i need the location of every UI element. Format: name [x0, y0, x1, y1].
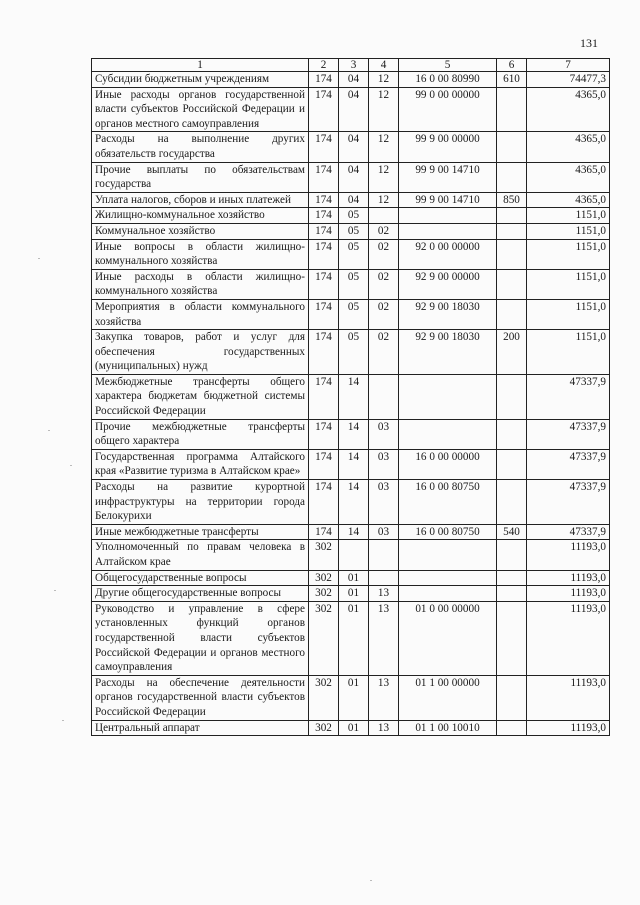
table-row — [92, 299, 610, 329]
table-row — [92, 87, 610, 132]
row-subsection: 03 — [369, 524, 399, 540]
row-name: Коммунальное хозяйство — [92, 223, 309, 239]
table-row — [92, 586, 610, 602]
header-col-5: 5 — [399, 59, 497, 72]
row-admin-code: 174 — [309, 223, 339, 239]
budget-table — [91, 58, 610, 736]
row-admin-code: 174 — [309, 299, 339, 329]
header-col-7: 7 — [527, 59, 610, 72]
row-expense-type — [497, 208, 527, 224]
row-admin-code: 302 — [309, 601, 339, 675]
row-expense-type — [497, 540, 527, 570]
row-amount: 1151,0 — [527, 299, 610, 329]
row-expense-type — [497, 570, 527, 586]
row-admin-code: 302 — [309, 540, 339, 570]
row-subsection — [369, 540, 399, 570]
row-name: Уполномоченный по правам человека в Алтайском крае — [92, 540, 309, 570]
row-target-article: 16 0 00 80990 — [399, 72, 497, 88]
row-section: 04 — [339, 162, 369, 192]
row-subsection: 12 — [369, 72, 399, 88]
row-amount: 11193,0 — [527, 540, 610, 570]
row-admin-code: 302 — [309, 586, 339, 602]
row-section: 04 — [339, 72, 369, 88]
row-target-article: 01 1 00 00000 — [399, 675, 497, 720]
row-section: 04 — [339, 87, 369, 132]
row-amount: 47337,9 — [527, 480, 610, 525]
row-name: Расходы на выполнение других обязательств государства — [92, 132, 309, 162]
row-section: 01 — [339, 675, 369, 720]
row-section — [339, 540, 369, 570]
row-subsection — [369, 208, 399, 224]
row-name: Руководство и управление в сфере установленных функций органов государственной власти субъектов Российской Федерации и органов местного самоуправления — [92, 601, 309, 675]
row-subsection — [369, 570, 399, 586]
row-admin-code: 174 — [309, 449, 339, 479]
row-subsection — [369, 374, 399, 419]
row-target-article: 92 9 00 18030 — [399, 330, 497, 375]
row-section: 05 — [339, 208, 369, 224]
row-expense-type — [497, 675, 527, 720]
row-admin-code: 174 — [309, 192, 339, 208]
row-expense-type — [497, 239, 527, 269]
row-name: Расходы на развитие курортной инфраструктуры на территории города Белокурихи — [92, 480, 309, 525]
row-expense-type — [497, 269, 527, 299]
row-amount: 1151,0 — [527, 239, 610, 269]
row-section: 05 — [339, 223, 369, 239]
row-target-article: 01 1 00 10010 — [399, 720, 497, 736]
row-subsection: 13 — [369, 720, 399, 736]
row-admin-code: 302 — [309, 675, 339, 720]
table-header — [92, 59, 610, 72]
table-row — [92, 675, 610, 720]
row-target-article: 99 9 00 00000 — [399, 132, 497, 162]
row-name: Прочие выплаты по обязательствам государства — [92, 162, 309, 192]
row-expense-type — [497, 449, 527, 479]
row-target-article — [399, 419, 497, 449]
row-subsection: 02 — [369, 239, 399, 269]
table-row — [92, 480, 610, 525]
row-amount: 47337,9 — [527, 419, 610, 449]
row-subsection: 02 — [369, 299, 399, 329]
row-amount: 4365,0 — [527, 132, 610, 162]
row-target-article: 92 0 00 00000 — [399, 239, 497, 269]
row-section: 04 — [339, 132, 369, 162]
header-col-6: 6 — [497, 59, 527, 72]
row-amount: 47337,9 — [527, 449, 610, 479]
header-col-3: 3 — [339, 59, 369, 72]
row-section: 14 — [339, 374, 369, 419]
row-expense-type: 540 — [497, 524, 527, 540]
row-name: Субсидии бюджетным учреждениям — [92, 72, 309, 88]
row-expense-type: 850 — [497, 192, 527, 208]
row-amount: 74477,3 — [527, 72, 610, 88]
row-section: 05 — [339, 299, 369, 329]
row-expense-type — [497, 87, 527, 132]
row-subsection: 02 — [369, 223, 399, 239]
row-target-article: 16 0 00 80750 — [399, 480, 497, 525]
row-amount: 47337,9 — [527, 374, 610, 419]
table-row — [92, 269, 610, 299]
row-name: Иные межбюджетные трансферты — [92, 524, 309, 540]
scan-speck — [38, 258, 40, 259]
table-row — [92, 208, 610, 224]
row-expense-type — [497, 299, 527, 329]
row-name: Мероприятия в области коммунального хозяйства — [92, 299, 309, 329]
table-row — [92, 540, 610, 570]
row-name: Центральный аппарат — [92, 720, 309, 736]
row-expense-type: 610 — [497, 72, 527, 88]
row-amount: 1151,0 — [527, 269, 610, 299]
row-expense-type — [497, 374, 527, 419]
row-section: 01 — [339, 601, 369, 675]
table-row — [92, 132, 610, 162]
table-row — [92, 72, 610, 88]
row-section: 01 — [339, 570, 369, 586]
row-section: 14 — [339, 419, 369, 449]
row-subsection: 13 — [369, 601, 399, 675]
table-row — [92, 449, 610, 479]
table-row — [92, 570, 610, 586]
row-name: Иные расходы в области жилищно-коммунального хозяйства — [92, 269, 309, 299]
table-row — [92, 419, 610, 449]
row-target-article: 99 9 00 14710 — [399, 162, 497, 192]
row-expense-type: 200 — [497, 330, 527, 375]
table-row — [92, 239, 610, 269]
row-amount: 11193,0 — [527, 720, 610, 736]
row-subsection: 03 — [369, 449, 399, 479]
row-admin-code: 174 — [309, 72, 339, 88]
row-admin-code: 174 — [309, 374, 339, 419]
row-target-article: 99 9 00 14710 — [399, 192, 497, 208]
row-subsection: 02 — [369, 269, 399, 299]
scan-speck — [370, 880, 372, 881]
table-row — [92, 330, 610, 375]
row-expense-type — [497, 223, 527, 239]
row-amount: 11193,0 — [527, 586, 610, 602]
row-target-article: 99 0 00 00000 — [399, 87, 497, 132]
header-col-1: 1 — [92, 59, 309, 72]
row-name: Закупка товаров, работ и услуг для обеспечения государственных (муниципальных) нужд — [92, 330, 309, 375]
row-admin-code: 174 — [309, 87, 339, 132]
row-section: 14 — [339, 524, 369, 540]
row-target-article — [399, 540, 497, 570]
row-amount: 11193,0 — [527, 675, 610, 720]
row-admin-code: 174 — [309, 162, 339, 192]
row-amount: 1151,0 — [527, 223, 610, 239]
row-target-article: 16 0 00 80750 — [399, 524, 497, 540]
row-name: Жилищно-коммунальное хозяйство — [92, 208, 309, 224]
row-name: Иные вопросы в области жилищно-коммунального хозяйства — [92, 239, 309, 269]
row-subsection: 12 — [369, 192, 399, 208]
table-row — [92, 374, 610, 419]
row-amount: 1151,0 — [527, 208, 610, 224]
row-admin-code: 174 — [309, 419, 339, 449]
row-admin-code: 174 — [309, 524, 339, 540]
row-subsection: 02 — [369, 330, 399, 375]
row-name: Другие общегосударственные вопросы — [92, 586, 309, 602]
row-section: 14 — [339, 449, 369, 479]
row-subsection: 13 — [369, 675, 399, 720]
row-amount: 4365,0 — [527, 192, 610, 208]
row-subsection: 13 — [369, 586, 399, 602]
row-expense-type — [497, 162, 527, 192]
row-amount: 47337,9 — [527, 524, 610, 540]
row-section: 04 — [339, 192, 369, 208]
row-expense-type — [497, 720, 527, 736]
row-admin-code: 174 — [309, 269, 339, 299]
scan-speck — [70, 465, 72, 466]
row-subsection: 03 — [369, 419, 399, 449]
row-section: 01 — [339, 720, 369, 736]
row-name: Общегосударственные вопросы — [92, 570, 309, 586]
row-target-article — [399, 570, 497, 586]
row-admin-code: 174 — [309, 239, 339, 269]
row-expense-type — [497, 480, 527, 525]
row-expense-type — [497, 601, 527, 675]
row-admin-code: 174 — [309, 330, 339, 375]
table-row — [92, 192, 610, 208]
row-expense-type — [497, 419, 527, 449]
header-row — [92, 59, 610, 72]
table-body — [92, 72, 610, 736]
row-amount: 11193,0 — [527, 601, 610, 675]
table-row — [92, 162, 610, 192]
scan-speck — [62, 720, 64, 721]
row-name: Межбюджетные трансферты общего характера бюджетам бюджетной системы Российской Федерации — [92, 374, 309, 419]
row-amount: 11193,0 — [527, 570, 610, 586]
row-subsection: 12 — [369, 132, 399, 162]
table-row — [92, 524, 610, 540]
row-target-article: 92 9 00 18030 — [399, 299, 497, 329]
row-section: 14 — [339, 480, 369, 525]
table-row — [92, 223, 610, 239]
header-col-2: 2 — [309, 59, 339, 72]
row-target-article — [399, 586, 497, 602]
row-amount: 1151,0 — [527, 330, 610, 375]
row-section: 05 — [339, 330, 369, 375]
row-target-article: 01 0 00 00000 — [399, 601, 497, 675]
scan-speck — [54, 590, 56, 591]
row-admin-code: 302 — [309, 570, 339, 586]
row-name: Расходы на обеспечение деятельности органов государственной власти субъектов Российской Федерации — [92, 675, 309, 720]
row-amount: 4365,0 — [527, 162, 610, 192]
row-section: 05 — [339, 269, 369, 299]
row-name: Иные расходы органов государственной власти субъектов Российской Федерации и органов местного самоуправления — [92, 87, 309, 132]
row-target-article: 16 0 00 00000 — [399, 449, 497, 479]
table-row — [92, 601, 610, 675]
row-admin-code: 174 — [309, 480, 339, 525]
row-target-article — [399, 208, 497, 224]
row-expense-type — [497, 132, 527, 162]
row-admin-code: 174 — [309, 132, 339, 162]
row-subsection: 12 — [369, 162, 399, 192]
row-subsection: 12 — [369, 87, 399, 132]
row-target-article: 92 9 00 00000 — [399, 269, 497, 299]
row-subsection: 03 — [369, 480, 399, 525]
row-target-article — [399, 223, 497, 239]
scan-speck — [48, 430, 50, 431]
page-number: 131 — [580, 36, 598, 50]
row-section: 01 — [339, 586, 369, 602]
row-admin-code: 174 — [309, 208, 339, 224]
header-col-4: 4 — [369, 59, 399, 72]
row-expense-type — [497, 586, 527, 602]
row-name: Прочие межбюджетные трансферты общего характера — [92, 419, 309, 449]
row-name: Государственная программа Алтайского края «Развитие туризма в Алтайском крае» — [92, 449, 309, 479]
row-target-article — [399, 374, 497, 419]
row-section: 05 — [339, 239, 369, 269]
row-amount: 4365,0 — [527, 87, 610, 132]
row-admin-code: 302 — [309, 720, 339, 736]
table-row — [92, 720, 610, 736]
row-name: Уплата налогов, сборов и иных платежей — [92, 192, 309, 208]
